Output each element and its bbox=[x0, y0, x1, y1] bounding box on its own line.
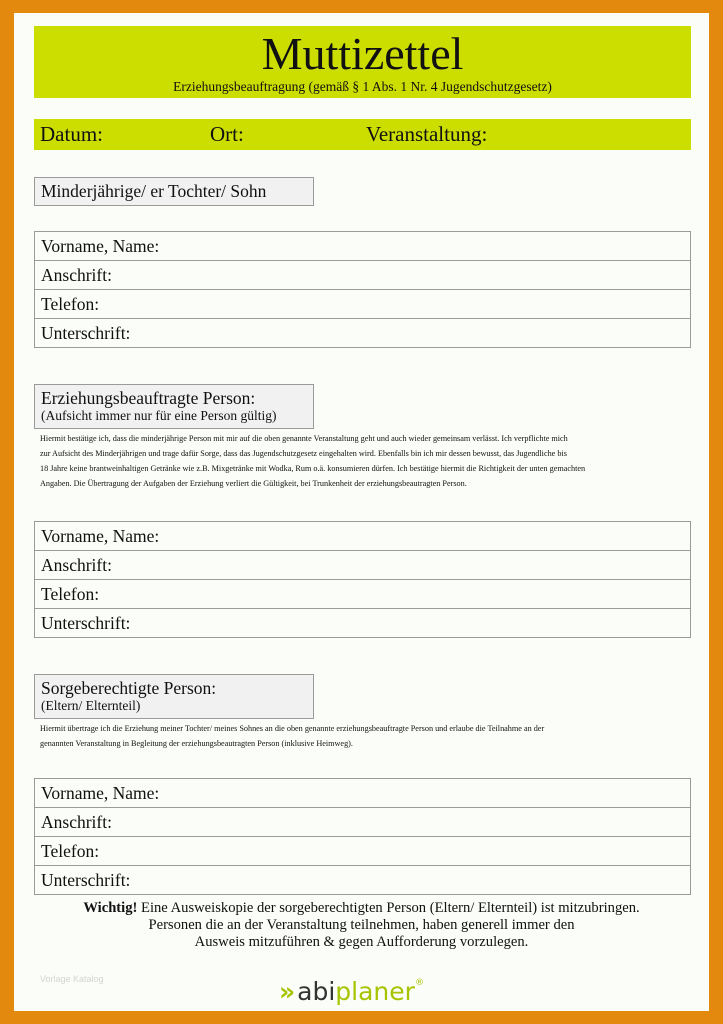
logo-abi: abi bbox=[297, 977, 336, 1006]
guardian-paragraph-line: 18 Jahre keine brantweinhaltigen Getränke wie z.B. Mixgetränke mit Wodka, Rum o.ä. konsumieren dürfen. Ich bestätige hiermit die Richtigkeit der unten gemachten bbox=[40, 464, 586, 473]
guardian-heading: Erziehungsbeauftragte Person: bbox=[41, 388, 256, 408]
logo-planer: planer bbox=[335, 977, 415, 1006]
minor-name-row[interactable]: Vorname, Name: bbox=[35, 232, 690, 261]
guardian-address-row[interactable]: Anschrift: bbox=[35, 551, 690, 580]
datum-label: Datum: bbox=[40, 122, 103, 146]
watermark-text: Vorlage Katalog bbox=[40, 974, 104, 984]
parent-paragraph-line: genannten Veranstaltung in Begleitung der erziehungsbeautragten Person (inklusive Heimweg). bbox=[40, 739, 353, 748]
parent-signature-row[interactable]: Unterschrift: bbox=[41, 870, 131, 890]
abiplaner-logo bbox=[279, 974, 424, 1010]
minor-form-table bbox=[34, 231, 691, 348]
minor-heading: Minderjährige/ er Tochter/ Sohn bbox=[41, 181, 267, 201]
minor-heading-box bbox=[34, 177, 314, 206]
event-info-bar bbox=[34, 119, 691, 150]
form-sheet bbox=[14, 13, 709, 1011]
parent-paragraph-line: Hiermit übertrage ich die Erziehung meiner Tochter/ meines Sohnes an die oben genannte erziehungsbeauftragte Person und erlaube die Teilnahme an der bbox=[40, 724, 545, 733]
title-banner bbox=[34, 26, 691, 98]
guardian-paragraph-line: Hiermit bestätige ich, dass die minderjährige Person mit mir auf die oben genannte Veranstaltung geht und auch wieder gemeinsam verlässt. Ich verpflichte mich bbox=[40, 434, 568, 443]
notice-text: Eine Ausweiskopie der sorgeberechtigten Person (Eltern/ Elternteil) ist mitzubringen. bbox=[137, 900, 640, 916]
veranstaltung-label: Veranstaltung: bbox=[366, 122, 488, 146]
guardian-phone-row[interactable]: Telefon: bbox=[35, 580, 690, 609]
guardian-subheading: (Aufsicht immer nur für eine Person gültig) bbox=[41, 408, 277, 423]
parent-name-row[interactable]: Vorname, Name: bbox=[35, 779, 690, 808]
guardian-form-table bbox=[34, 521, 691, 638]
notice-line-1 bbox=[14, 900, 709, 917]
minor-address-row[interactable]: Anschrift: bbox=[35, 261, 690, 290]
guardian-paragraph bbox=[40, 431, 692, 491]
guardian-heading-box bbox=[34, 384, 314, 429]
notice-line-3: Ausweis mitzuführen & gegen Aufforderung vorzulegen. bbox=[194, 934, 529, 950]
parent-form-table bbox=[34, 778, 691, 895]
parent-phone-row[interactable]: Telefon: bbox=[35, 837, 690, 866]
minor-signature-row[interactable]: Unterschrift: bbox=[41, 323, 131, 343]
page-subtitle: Erziehungsbeauftragung (gemäß § 1 Abs. 1 Nr. 4 Jugendschutzgesetz) bbox=[173, 79, 552, 94]
chevron-right-icon: » bbox=[279, 977, 290, 1006]
page-title: Muttizettel bbox=[261, 28, 464, 79]
notice-line-2: Personen die an der Veranstaltung teilnehmen, haben generell immer den bbox=[148, 917, 575, 933]
parent-paragraph bbox=[40, 721, 692, 751]
guardian-name-row[interactable]: Vorname, Name: bbox=[35, 522, 690, 551]
parent-heading: Sorgeberechtigte Person: bbox=[41, 678, 217, 698]
parent-heading-box bbox=[34, 674, 314, 719]
guardian-signature-row[interactable]: Unterschrift: bbox=[41, 613, 131, 633]
notice-bold: Wichtig! bbox=[83, 900, 138, 916]
registered-icon: ® bbox=[414, 978, 424, 988]
guardian-paragraph-line: Angaben. Die Übertragung der Aufgaben der Erziehung verliert die Gültigkeit, bei Trunkenheit der erziehungsbeautragten Person. bbox=[40, 479, 467, 488]
minor-phone-row[interactable]: Telefon: bbox=[35, 290, 690, 319]
important-notice bbox=[14, 900, 709, 951]
ort-label: Ort: bbox=[210, 122, 244, 146]
parent-address-row[interactable]: Anschrift: bbox=[35, 808, 690, 837]
guardian-paragraph-line: zur Aufsicht des Minderjährigen und trage dafür Sorge, dass das Jugendschutzgesetz eingehalten wird. Ebenfalls bin ich mir dessen bewusst, das Jugendliche bis bbox=[40, 449, 567, 458]
parent-subheading: (Eltern/ Elternteil) bbox=[41, 698, 141, 713]
